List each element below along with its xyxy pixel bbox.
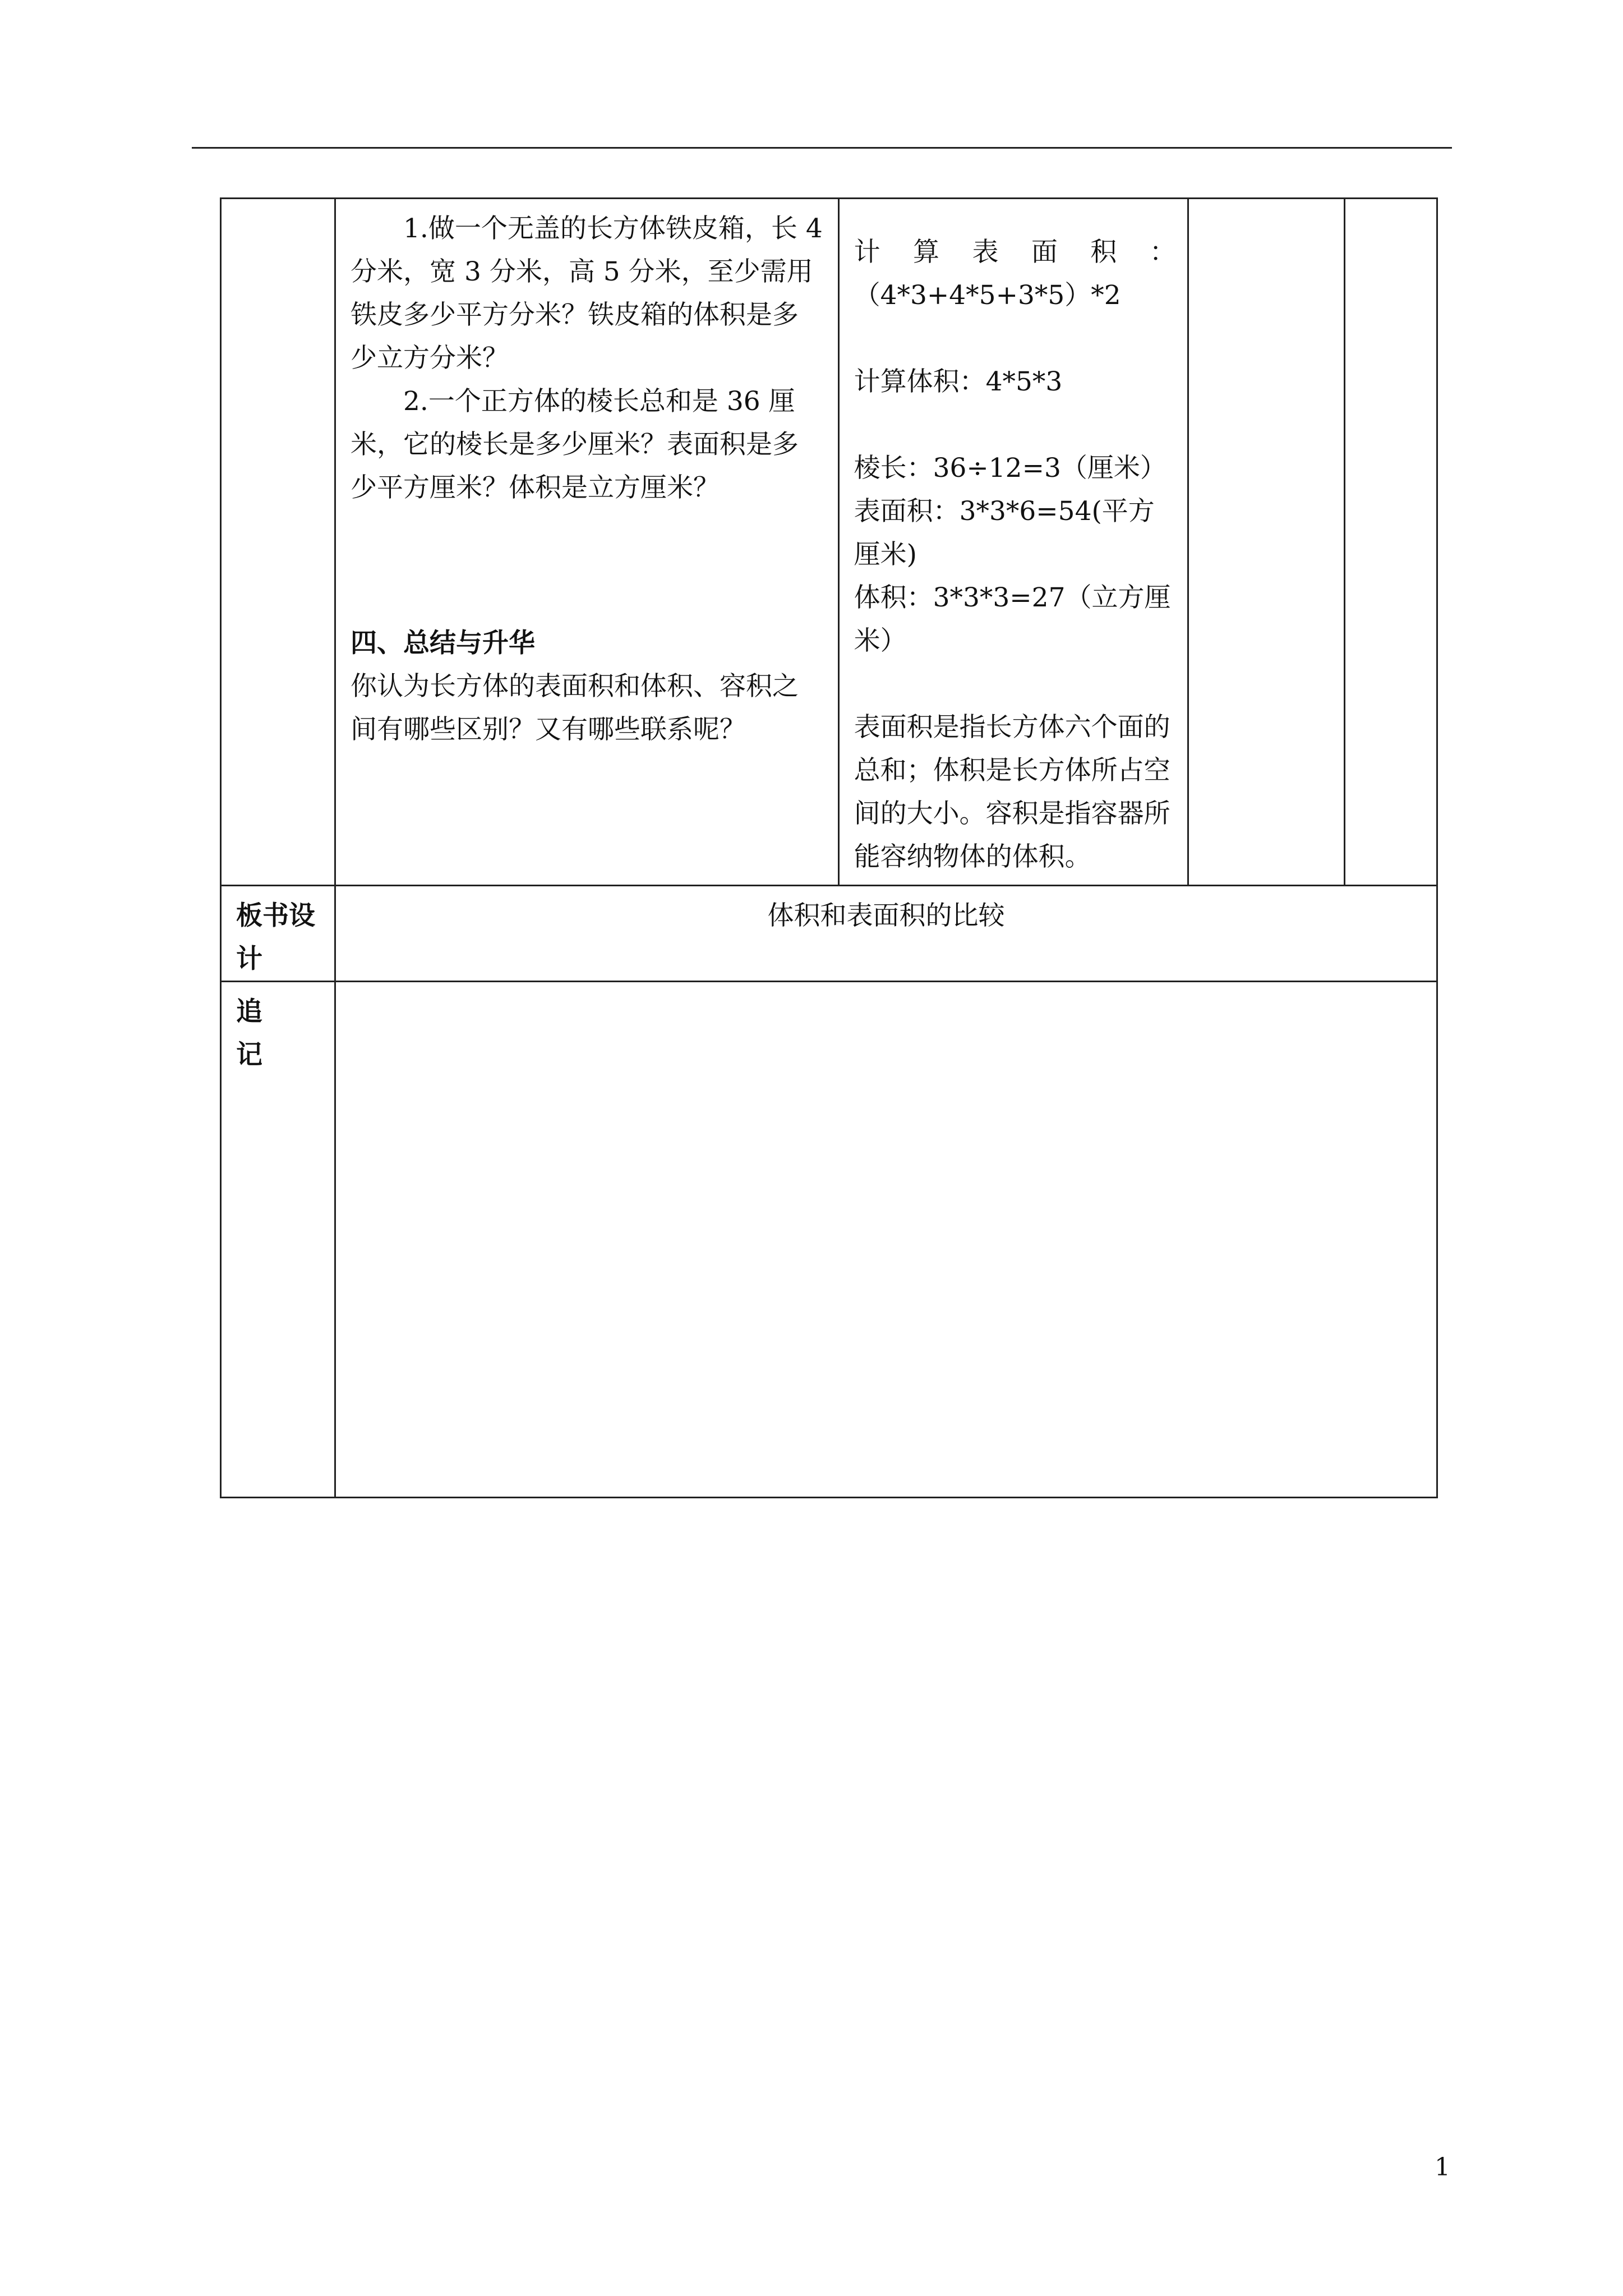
volume-calculation: 计算体积：4*5*3 <box>854 366 1063 397</box>
summary-answer: 表面积是指长方体六个面的总和；体积是长方体所占空间的大小。容积是指容器所能容纳物体的体积。 <box>854 712 1170 872</box>
question-2: 2.一个正方体的棱长总和是 36 厘米，它的棱长是多少厘米？表面积是多少平方厘米？体积是立方厘米？ <box>351 386 799 503</box>
lesson-plan-table <box>220 197 1438 1498</box>
notes-cell-2 <box>1345 199 1437 886</box>
board-design-content: 体积和表面积的比较 <box>335 886 1437 982</box>
exercise-row <box>221 199 1437 886</box>
page-number: 1 <box>1435 2153 1450 2182</box>
notes-cell-1 <box>1188 199 1344 886</box>
board-design-row <box>221 886 1437 982</box>
header-rule <box>192 147 1452 149</box>
postscript-label-line1: 追 <box>236 996 262 1027</box>
cube-surface-area: 表面积：3*3*6=54(平方厘米) <box>854 496 1155 570</box>
surface-area-formula: （4*3+4*5+3*5）*2 <box>854 280 1121 311</box>
teaching-content-cell <box>335 199 839 886</box>
student-activity-cell <box>838 199 1188 886</box>
surface-area-label: 计 算 表 面 积 ： <box>854 237 1176 268</box>
postscript-content <box>335 982 1437 1498</box>
edge-length: 棱长：36÷12=3（厘米） <box>854 453 1166 484</box>
postscript-label <box>221 982 335 1498</box>
question-1: 1.做一个无盖的长方体铁皮箱，长 4 分米，宽 3 分米，高 5 分米，至少需用铁皮多少平方分米？铁皮箱的体积是多少立方分米？ <box>351 213 823 374</box>
summary-question: 你认为长方体的表面积和体积、容积之间有哪些区别？又有哪些联系呢？ <box>351 671 799 745</box>
postscript-row <box>221 982 1437 1498</box>
row-label-cell-empty <box>221 199 335 886</box>
postscript-label-line2: 记 <box>236 1039 262 1070</box>
section-heading: 四、总结与升华 <box>351 628 536 659</box>
cube-volume: 体积：3*3*3=27（立方厘米） <box>854 582 1171 656</box>
board-design-label: 板书设计 <box>221 886 335 982</box>
